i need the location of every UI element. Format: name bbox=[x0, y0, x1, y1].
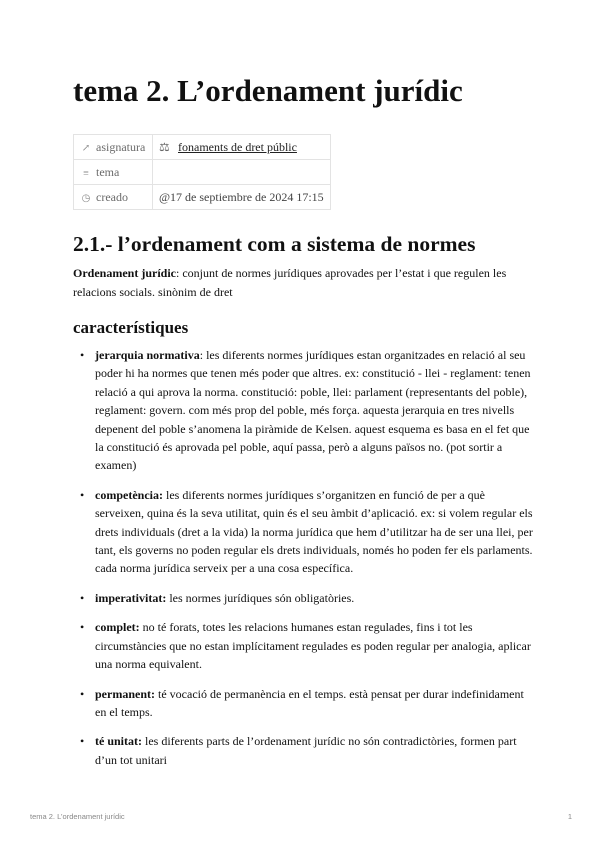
item-text: les normes jurídiques són obligatòries. bbox=[166, 590, 355, 605]
asignatura-link[interactable]: fonaments de dret públic bbox=[178, 139, 297, 154]
list-icon: ≡ bbox=[83, 167, 89, 179]
item-text: les diferents parts de l’ordenament jurídic no són contradictòries, formen part d’un tot unitari bbox=[95, 734, 517, 767]
bullet-icon: • bbox=[80, 686, 85, 701]
item-text: té vocació de permanència en el temps. està pensat per durar indefinidament en el temps. bbox=[95, 686, 524, 719]
page-title: tema 2. L’ordenament jurídic bbox=[73, 73, 463, 108]
subheading: característiques bbox=[73, 318, 189, 337]
property-row-creado bbox=[74, 185, 331, 210]
page-number: 1 bbox=[567, 812, 572, 821]
item-term: complet: bbox=[95, 620, 140, 635]
intro-text: : conjunt de normes jurídiques aprovades per l’estat i que regulen les relacions socials. sinònim de dret bbox=[73, 266, 507, 299]
list-item bbox=[73, 346, 533, 475]
bullet-icon: • bbox=[80, 487, 85, 502]
property-key: asignatura bbox=[96, 139, 146, 154]
property-row-tema bbox=[74, 160, 331, 185]
property-value-cell bbox=[153, 135, 331, 160]
section-heading: 2.1.- l’ordenament com a sistema de normes bbox=[73, 232, 476, 256]
item-term: imperativitat: bbox=[95, 590, 167, 605]
item-term: competència: bbox=[95, 487, 163, 502]
property-key: creado bbox=[96, 189, 128, 204]
list-item bbox=[73, 486, 533, 578]
item-term: permanent: bbox=[95, 686, 155, 701]
property-key-cell bbox=[74, 135, 153, 160]
property-value-cell bbox=[153, 160, 331, 185]
bullet-icon: • bbox=[80, 620, 85, 635]
property-key: tema bbox=[96, 164, 120, 179]
bullet-icon: • bbox=[80, 734, 85, 749]
list-item bbox=[73, 618, 533, 673]
bullet-icon: • bbox=[80, 590, 85, 605]
list-item bbox=[73, 685, 533, 722]
arrow-up-right-icon: ↗ bbox=[81, 142, 91, 154]
item-text: : les diferents normes jurídiques estan organitzades en relació al seu poder hi ha normes que tenen més poder que altres. ex: constitució - llei - reglament: tenen relació a qui aprova la norma. constitució: poble, llei: parlament (representants del poble), reglament: govern. com més prop del poble, més força. aquesta jerarquia en tres nivells depenent del poble s’anomena la piràmide de Kelsen. aquest esquema es basa en el fet que la constitució és aprovada pel poble, aquí passa, però a alguns països no. (pot sortir a examen) bbox=[95, 348, 531, 473]
item-term: té unitat: bbox=[95, 734, 142, 749]
property-key-cell bbox=[74, 160, 153, 185]
item-term: jerarquia normativa bbox=[95, 348, 200, 362]
characteristics-list bbox=[73, 346, 533, 780]
properties-table bbox=[73, 134, 331, 210]
item-text: no té forats, totes les relacions humanes estan regulades, fins i tot les circumstàncies que no estan implícitament regulades es poden regular per analogia, aplicar una norma equivalent. bbox=[95, 620, 531, 672]
footer-title: tema 2. L’ordenament jurídic bbox=[30, 812, 125, 821]
intro-paragraph bbox=[73, 264, 533, 302]
bullet-icon: • bbox=[80, 348, 85, 362]
clock-icon: ◷ bbox=[81, 192, 91, 204]
item-text: les diferents normes jurídiques s’organitzen en funció de per a què serveixen, quina és la seva utilitat, quin és el seu àmbit d’aplicació. ex: si volem regular els drets individuals (dret a la vida) la norma jurídica que hem d’utilitzar ha de ser una llei, per tant, els governs no poden regular els drets individuals, només ho poden fer els parlaments. cada norma jurídica serveix per a una cosa específica. bbox=[95, 487, 533, 576]
property-key-cell bbox=[74, 185, 153, 210]
list-item bbox=[73, 589, 533, 607]
list-item bbox=[73, 732, 533, 769]
property-row-asignatura bbox=[74, 135, 331, 160]
property-value-cell: @17 de septiembre de 2024 17:15 bbox=[153, 185, 331, 210]
intro-term: Ordenament jurídic bbox=[73, 266, 176, 280]
scales-icon: ⚖ bbox=[159, 139, 170, 154]
